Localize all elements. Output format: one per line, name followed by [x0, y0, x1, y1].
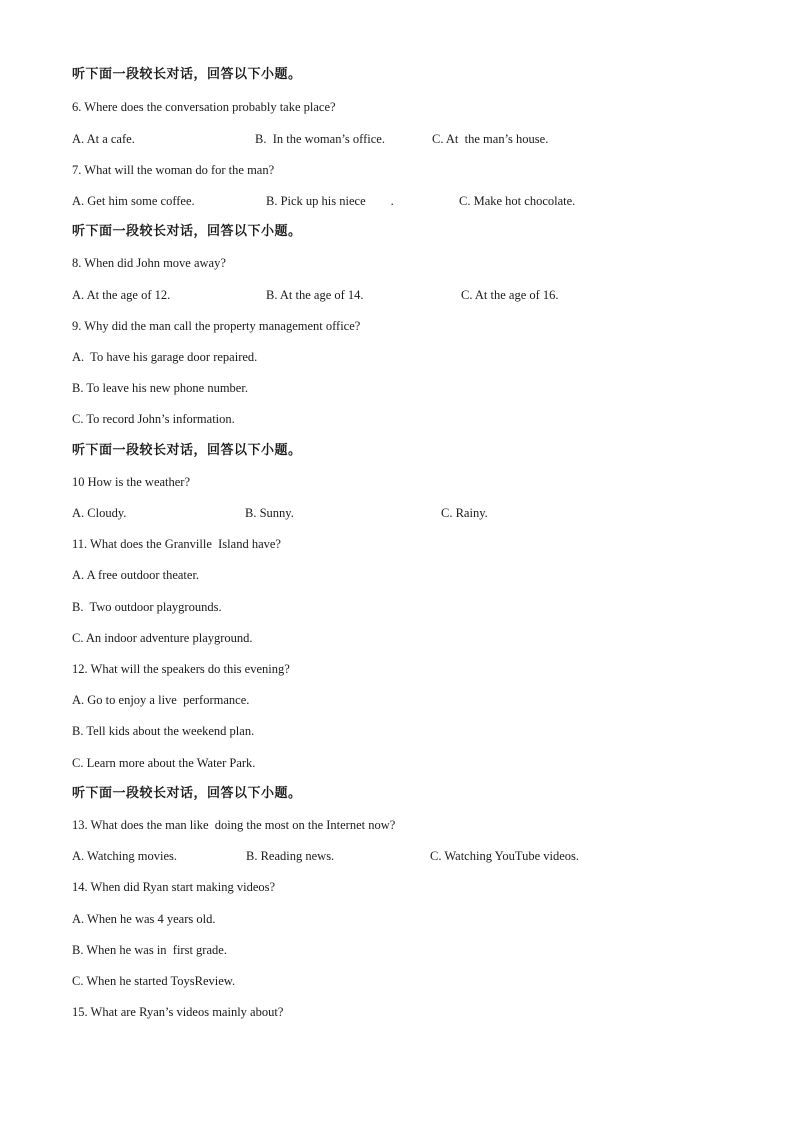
- option-8a: A. At the age of 12.: [72, 288, 171, 302]
- option-10a: A. Cloudy.: [72, 506, 127, 520]
- option-12b: B. Tell kids about the weekend plan.: [72, 724, 255, 738]
- option-13a: A. Watching movies.: [72, 849, 177, 863]
- question-8: 8. When did John move away?: [72, 256, 226, 270]
- question-13: 13. What does the man like doing the most on the Internet now?: [72, 818, 396, 832]
- question-11: 11. What does the Granville Island have?: [72, 537, 281, 551]
- option-14a: A. When he was 4 years old.: [72, 912, 216, 926]
- option-14b: B. When he was in first grade.: [72, 943, 227, 957]
- question-10: 10 How is the weather?: [72, 475, 191, 489]
- option-6c: C. At the man’s house.: [432, 132, 549, 146]
- question-9: 9. Why did the man call the property management office?: [72, 319, 361, 333]
- section-heading: 听下面一段较长对话，回答以下小题。: [72, 224, 302, 239]
- option-13c: C. Watching YouTube videos.: [430, 849, 580, 863]
- option-6b: B. In the woman’s office.: [255, 132, 385, 146]
- option-10b: B. Sunny.: [245, 506, 294, 520]
- section-heading: 听下面一段较长对话，回答以下小题。: [72, 786, 302, 801]
- question-7: 7. What will the woman do for the man?: [72, 163, 275, 177]
- option-12a: A. Go to enjoy a live performance.: [72, 693, 250, 707]
- option-11a: A. A free outdoor theater.: [72, 568, 200, 582]
- option-9a: A. To have his garage door repaired.: [72, 350, 258, 364]
- option-13b: B. Reading news.: [246, 849, 335, 863]
- option-11b: B. Two outdoor playgrounds.: [72, 600, 222, 614]
- question-15: 15. What are Ryan’s videos mainly about?: [72, 1005, 284, 1019]
- option-8c: C. At the age of 16.: [461, 288, 559, 302]
- option-14c: C. When he started ToysReview.: [72, 974, 236, 988]
- section-heading: 听下面一段较长对话，回答以下小题。: [72, 67, 302, 82]
- option-9c: C. To record John’s information.: [72, 412, 235, 426]
- option-8b: B. At the age of 14.: [266, 288, 364, 302]
- option-10c: C. Rainy.: [441, 506, 488, 520]
- option-7b: B. Pick up his niece .: [266, 194, 394, 208]
- section-heading: 听下面一段较长对话，回答以下小题。: [72, 443, 302, 458]
- option-7c: C. Make hot chocolate.: [459, 194, 576, 208]
- option-11c: C. An indoor adventure playground.: [72, 631, 253, 645]
- option-6a: A. At a cafe.: [72, 132, 135, 146]
- option-9b: B. To leave his new phone number.: [72, 381, 248, 395]
- question-6: 6. Where does the conversation probably take place?: [72, 100, 336, 114]
- option-12c: C. Learn more about the Water Park.: [72, 756, 256, 770]
- question-14: 14. When did Ryan start making videos?: [72, 880, 276, 894]
- question-12: 12. What will the speakers do this evening?: [72, 662, 290, 676]
- option-7a: A. Get him some coffee.: [72, 194, 195, 208]
